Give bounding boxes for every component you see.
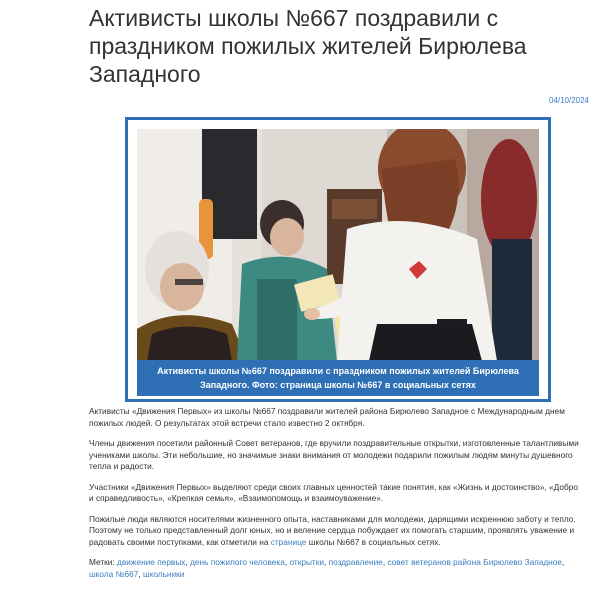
tag-link[interactable]: движение первых: [117, 557, 186, 567]
photo-frame: [125, 117, 551, 402]
tag-link[interactable]: открытки: [289, 557, 324, 567]
paragraph-1: Активисты «Движения Первых» из школы №667 поздравили жителей района Бирюлево Западное с Международным днем пожилых людей. О результатах этой встречи стало известно 2 октября.: [89, 406, 565, 428]
paragraph-3: Участники «Движения Первых» выделяют среди своих главных ценностей такие понятия, как «Жизнь и достоинство», «Добро и справедливость», «Крепкая семья», «Взаимопомощь и взаимоуважение».: [89, 481, 578, 503]
paragraph-2: Члены движения посетили районный Совет ветеранов, где вручили поздравительные открытки, изготовленные талантливыми учениками школы. Эти небольшие, но значимые знаки внимания от молодежи подарили пожилым людям минуты душевного тепла и радости.: [89, 438, 579, 471]
tag-link[interactable]: школа №667: [89, 568, 139, 579]
tag-link[interactable]: совет ветеранов района Бирюлево Западное: [387, 557, 562, 567]
tags-label: Метки:: [89, 557, 115, 567]
publish-date: 04/10/2024: [548, 96, 589, 105]
paragraph-4-text: Пожилые люди являются носителями жизненного опыта, наставниками для молодежи, дарящими искреннюю заботу и тепло. Поэтому не только представленный долг юных, но и веление сердца побуждает их помогать старшим, проявлять уважение и радовать своими поступками, как отметили на: [89, 513, 576, 547]
article-photo[interactable]: [137, 129, 539, 361]
tags-line: Метки: движение первых, день пожилого человека, открытки, поздравление, совет ветеранов района Бирюлево Западное, школа №667, школьники: [89, 557, 565, 579]
social-page-link[interactable]: странице: [270, 536, 307, 547]
article-body: [89, 406, 579, 589]
article-title: Активисты школы №667 поздравили с праздником пожилых жителей Бирюлева Западного: [89, 5, 527, 87]
paragraph-4-text-end: школы №667 в социальных сетях.: [306, 536, 441, 547]
paragraph-4: [89, 514, 579, 549]
tag-link[interactable]: поздравление: [328, 557, 383, 567]
tag-link[interactable]: школьники: [142, 568, 185, 579]
photo-caption: Активисты школы №667 поздравили с праздником пожилых жителей Бирюлева Западного. Фото: страница школы №667 в социальных сетях: [137, 360, 539, 396]
tag-link[interactable]: день пожилого человека: [190, 557, 285, 567]
